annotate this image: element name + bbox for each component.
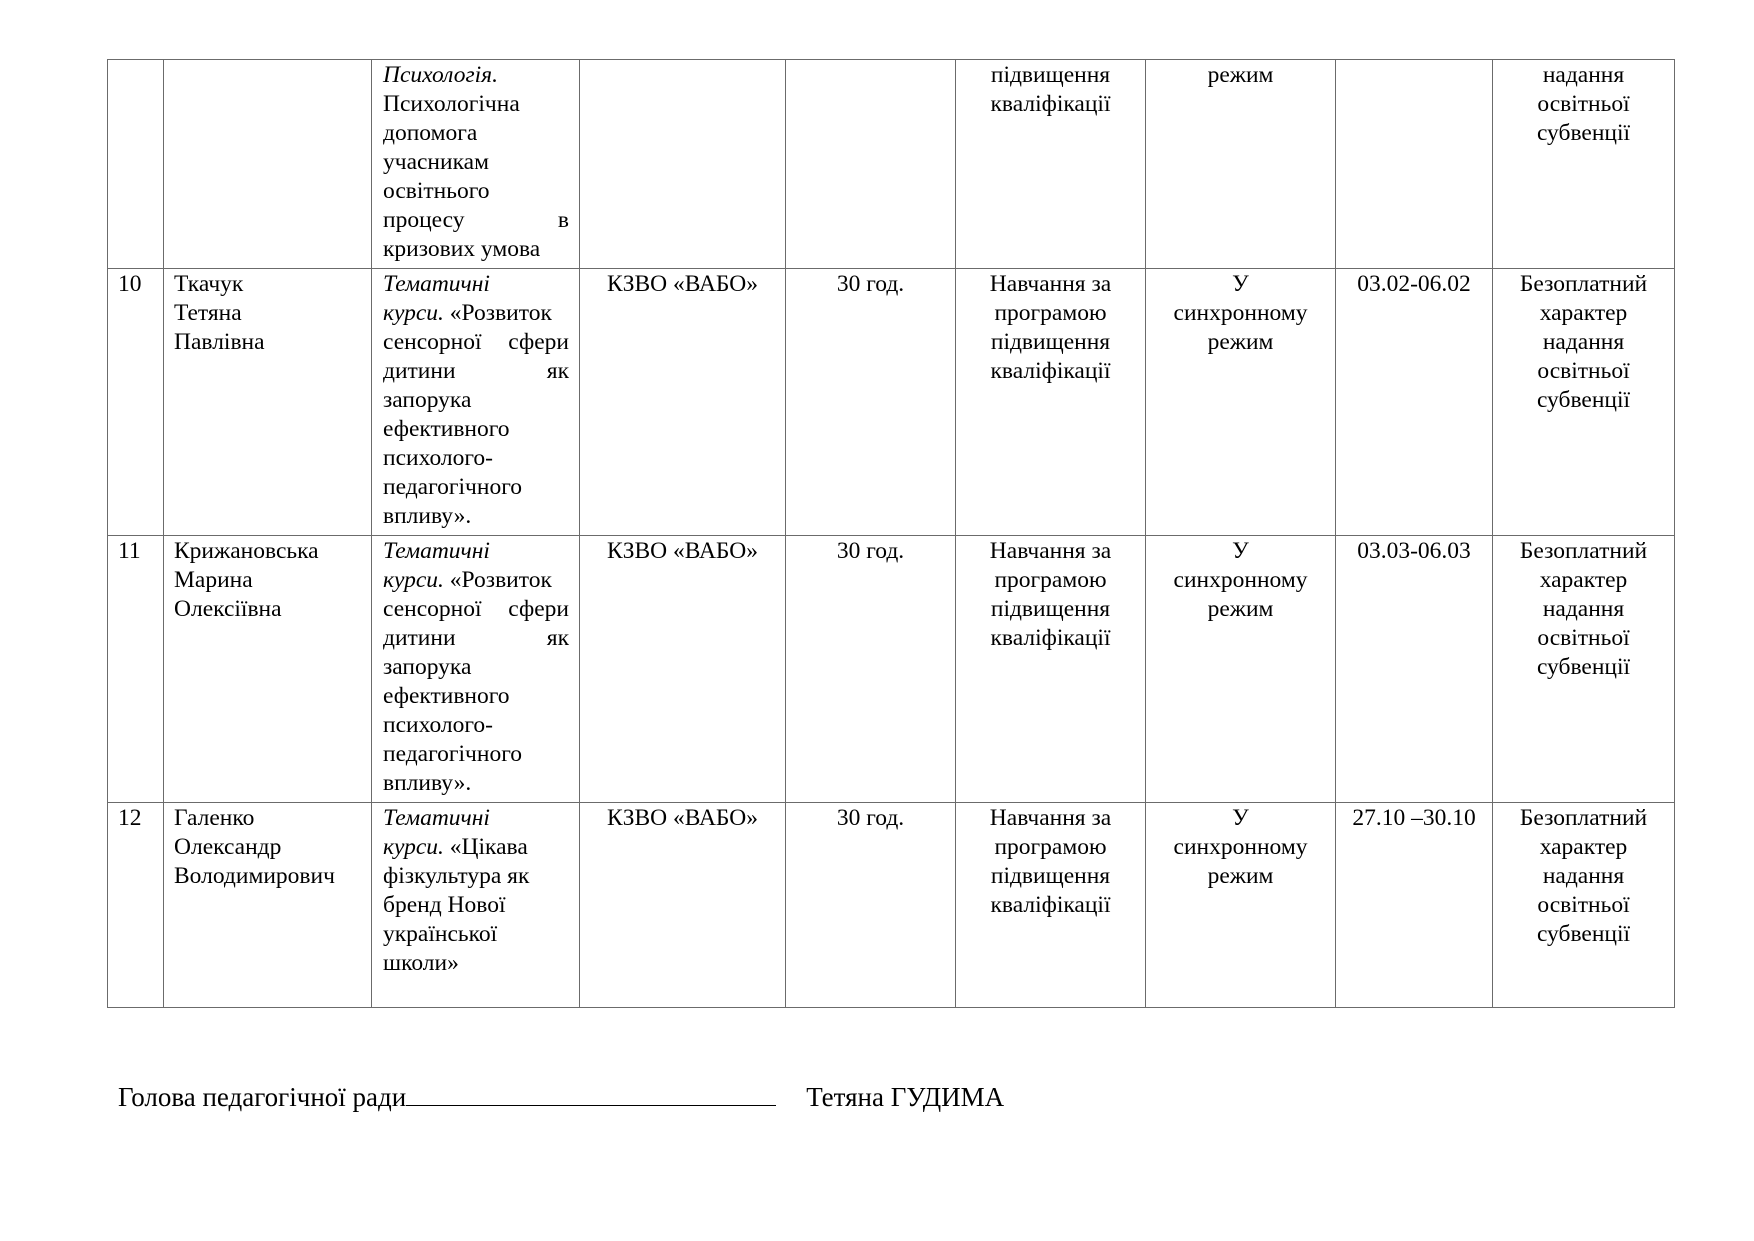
table-row (108, 536, 1675, 803)
course-line: фізкультура як (383, 863, 530, 889)
dates-cell (1336, 60, 1493, 269)
course-line: кризових умова (383, 236, 541, 262)
dates-cell (1336, 803, 1493, 1008)
course-line: допомога (383, 120, 478, 146)
row-number-cell (108, 60, 164, 269)
row-number: 12 (118, 805, 142, 831)
provider-cell (580, 536, 786, 803)
signature-line (118, 1078, 1004, 1113)
form-line: кваліфікації (990, 91, 1111, 117)
hours: 30 год. (836, 538, 905, 564)
course-line: учасникам (383, 149, 489, 175)
form-line: Навчання за (989, 271, 1112, 297)
course-line: школи» (383, 950, 459, 976)
funding-cell (1493, 803, 1675, 1008)
mode-cell (1146, 536, 1336, 803)
hours-cell (786, 269, 956, 536)
course-type: Тематичні (383, 271, 490, 297)
course-line: педагогічного (383, 474, 523, 500)
row-number-cell (108, 803, 164, 1008)
mode-line: режим (1207, 62, 1274, 88)
course-cell (372, 269, 580, 536)
teacher-name-cell (164, 803, 372, 1008)
teacher-name-line: Олександр (174, 834, 282, 860)
course-line: Психологічна (383, 91, 520, 117)
course-line: освітнього (383, 178, 490, 204)
funding-cell (1493, 60, 1675, 269)
row-number: 11 (118, 538, 141, 564)
funding-line: надання (1542, 863, 1625, 889)
course-line: впливу». (383, 770, 472, 796)
course-line: запорука (383, 387, 472, 413)
mode-line: синхронному (1173, 567, 1308, 593)
funding-line: характер (1539, 300, 1628, 326)
course-line: сенсорної сфери (383, 329, 569, 355)
teacher-name-line: Олексіївна (174, 596, 282, 622)
funding-line: освітньої (1537, 91, 1630, 117)
table-body (108, 60, 1675, 1008)
provider-cell (580, 803, 786, 1008)
course-line: психолого- (383, 712, 493, 738)
form-cell (956, 60, 1146, 269)
course-line: дитини як (383, 625, 569, 651)
dates: 03.02-06.02 (1357, 271, 1471, 297)
form-line: кваліфікації (990, 892, 1111, 918)
signature-name: Тетяна ГУДИМА (806, 1082, 1005, 1112)
form-line: програмою (994, 834, 1107, 860)
course-line (383, 566, 569, 595)
teacher-name-cell (164, 269, 372, 536)
table-row (108, 269, 1675, 536)
mode-line: режим (1207, 863, 1274, 889)
course-line: ефективного (383, 416, 510, 442)
provider: КЗВО «ВАБО» (607, 538, 758, 564)
funding-line: Безоплатний (1519, 805, 1648, 831)
teacher-name-line: Павлівна (174, 329, 265, 355)
hours: 30 год. (836, 805, 905, 831)
hours-cell (786, 536, 956, 803)
course-type: Тематичні (383, 538, 490, 564)
mode-line: У (1232, 538, 1249, 564)
form-line: підвищення (990, 329, 1111, 355)
mode-line: синхронному (1173, 834, 1308, 860)
funding-line: надання (1542, 329, 1625, 355)
funding-line: субвенції (1536, 387, 1631, 413)
provider: КЗВО «ВАБО» (607, 271, 758, 297)
course-type: Тематичні (383, 805, 490, 831)
provider-cell (580, 269, 786, 536)
funding-line: освітньої (1537, 892, 1630, 918)
form-line: програмою (994, 567, 1107, 593)
hours-cell (786, 803, 956, 1008)
mode-cell (1146, 269, 1336, 536)
course-line (383, 299, 569, 328)
dates-cell (1336, 536, 1493, 803)
mode-line: У (1232, 271, 1249, 297)
mode-cell (1146, 60, 1336, 269)
row-number-cell (108, 536, 164, 803)
form-cell (956, 269, 1146, 536)
table-row (108, 803, 1675, 1008)
course-cell (372, 60, 580, 269)
funding-line: субвенції (1536, 921, 1631, 947)
form-line: Навчання за (989, 538, 1112, 564)
course-title-start: «Розвиток (443, 300, 552, 326)
course-type-cont: курси. (383, 834, 444, 860)
course-line: дитини як (383, 358, 569, 384)
hours-cell (786, 60, 956, 269)
course-line: впливу». (383, 503, 472, 529)
teacher-name-line: Марина (174, 567, 253, 593)
form-line: Навчання за (989, 805, 1112, 831)
hours: 30 год. (836, 271, 905, 297)
form-line: кваліфікації (990, 625, 1111, 651)
course-line: педагогічного (383, 741, 523, 767)
dates-cell (1336, 269, 1493, 536)
course-line: української (383, 921, 498, 947)
funding-line: характер (1539, 567, 1628, 593)
mode-cell (1146, 803, 1336, 1008)
funding-line: Безоплатний (1519, 538, 1648, 564)
course-title-start: «Цікава (443, 834, 528, 860)
teacher-name-line: Тетяна (174, 300, 242, 326)
dates: 03.03-06.03 (1357, 538, 1471, 564)
mode-line: синхронному (1173, 300, 1308, 326)
funding-cell (1493, 269, 1675, 536)
funding-line: субвенції (1536, 120, 1631, 146)
teacher-name-line: Ткачук (174, 271, 244, 297)
form-line: підвищення (990, 596, 1111, 622)
course-line: бренд Нової (383, 892, 506, 918)
teacher-name-line: Галенко (174, 805, 255, 831)
funding-cell (1493, 536, 1675, 803)
funding-line: освітньої (1537, 358, 1630, 384)
table-row (108, 60, 1675, 269)
form-line: кваліфікації (990, 358, 1111, 384)
mode-line: режим (1207, 596, 1274, 622)
course-type-cont: курси. (383, 567, 444, 593)
form-line: підвищення (990, 863, 1111, 889)
funding-line: Безоплатний (1519, 271, 1648, 297)
provider-cell (580, 60, 786, 269)
row-number-cell (108, 269, 164, 536)
course-line: психолого- (383, 445, 493, 471)
row-number: 10 (118, 271, 142, 297)
course-title-start: «Розвиток (443, 567, 552, 593)
teacher-name-line: Володимирович (174, 863, 335, 889)
course-cell (372, 536, 580, 803)
funding-line: надання (1542, 62, 1625, 88)
form-line: підвищення (990, 62, 1111, 88)
course-line (383, 833, 569, 862)
signature-role: Голова педагогічної ради (118, 1082, 407, 1112)
form-line: програмою (994, 300, 1107, 326)
course-type: Психологія. (383, 62, 498, 88)
mode-line: режим (1207, 329, 1274, 355)
form-cell (956, 803, 1146, 1008)
course-line: процесу в (383, 207, 569, 233)
funding-line: субвенції (1536, 654, 1631, 680)
signature-blank (406, 1078, 776, 1106)
mode-line: У (1232, 805, 1249, 831)
course-line: запорука (383, 654, 472, 680)
provider: КЗВО «ВАБО» (607, 805, 758, 831)
teacher-name-cell (164, 536, 372, 803)
funding-line: освітньої (1537, 625, 1630, 651)
course-cell (372, 803, 580, 1008)
form-cell (956, 536, 1146, 803)
teacher-name-cell (164, 60, 372, 269)
teacher-name-line: Крижановська (174, 538, 319, 564)
funding-line: характер (1539, 834, 1628, 860)
funding-line: надання (1542, 596, 1625, 622)
course-type-cont: курси. (383, 300, 444, 326)
course-line: сенсорної сфери (383, 596, 569, 622)
course-line: ефективного (383, 683, 510, 709)
courses-table (107, 59, 1675, 1008)
dates: 27.10 –30.10 (1352, 805, 1476, 831)
